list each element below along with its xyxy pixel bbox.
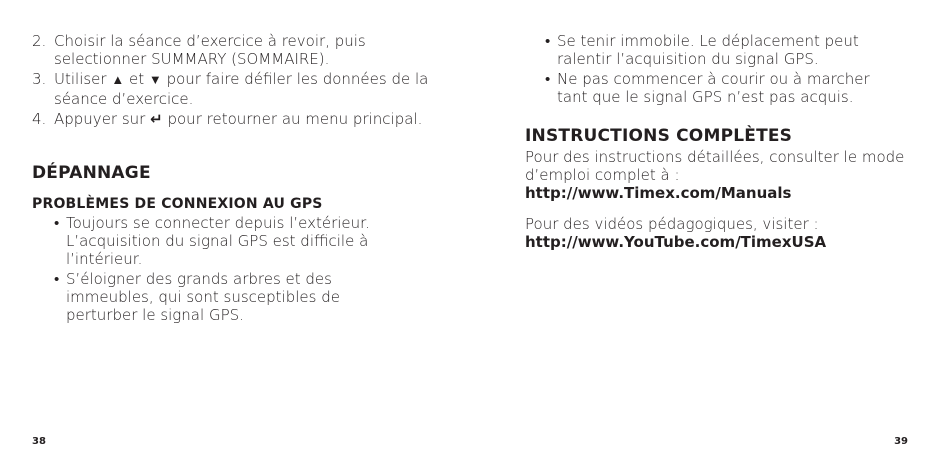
bullet-icon: • bbox=[545, 70, 551, 88]
section-title-troubleshooting: DÉPANNAGE bbox=[32, 163, 151, 183]
step-text-middle: et bbox=[129, 70, 145, 88]
back-arrow-icon: ↵ bbox=[150, 110, 163, 128]
section-title-full-instructions: INSTRUCTIONS COMPLÈTES bbox=[525, 126, 793, 146]
page-number-left: 38 bbox=[32, 436, 46, 447]
bullet-icon: • bbox=[54, 270, 60, 288]
down-arrow-icon: ▼ bbox=[148, 73, 162, 88]
step-number: 2. bbox=[32, 32, 47, 50]
step-text-before: Appuyer sur bbox=[54, 110, 146, 128]
steps-list bbox=[32, 32, 432, 130]
bullet-icon: • bbox=[545, 32, 551, 50]
list-item bbox=[545, 70, 885, 106]
step-text: Choisir la séance d’exercice à revoir, puis selectionner SUMMARY (SOMMAIRE). bbox=[54, 32, 366, 68]
list-item bbox=[54, 270, 404, 324]
step-text-after: pour retourner au menu principal. bbox=[167, 110, 423, 128]
step-4 bbox=[32, 110, 432, 128]
gps-tips-list-continued bbox=[545, 32, 885, 108]
list-item-text: Toujours se connecter depuis l’extérieur. L’acquisition du signal GPS est difficile à l’intérieur. bbox=[66, 214, 370, 268]
manual-text: Pour des instructions détaillées, consulter le mode d’emploi complet à : bbox=[525, 148, 905, 184]
right-page bbox=[475, 0, 950, 455]
gps-tips-list bbox=[54, 214, 404, 326]
video-text: Pour des vidéos pédagogiques, visiter : bbox=[525, 215, 819, 233]
up-arrow-icon: ▲ bbox=[111, 73, 125, 88]
video-link[interactable]: http://www.YouTube.com/TimexUSA bbox=[525, 233, 827, 251]
manual-link[interactable]: http://www.Timex.com/Manuals bbox=[525, 184, 792, 202]
list-item-text: S’éloigner des grands arbres et des immeubles, qui sont susceptibles de perturber le signal GPS. bbox=[66, 270, 340, 324]
subsection-title-gps: PROBLÈMES DE CONNEXION AU GPS bbox=[32, 196, 323, 212]
step-text-after: pour faire défiler les données de la séance d’exercice. bbox=[54, 70, 429, 108]
bullet-icon: • bbox=[54, 214, 60, 232]
list-item bbox=[545, 32, 885, 68]
step-number: 3. bbox=[32, 70, 47, 88]
page-number-right: 39 bbox=[894, 436, 908, 447]
step-2 bbox=[32, 32, 432, 68]
step-text-before: Utiliser bbox=[54, 70, 107, 88]
list-item-text: Se tenir immobile. Le déplacement peut ralentir l’acquisition du signal GPS. bbox=[557, 32, 859, 68]
list-item bbox=[54, 214, 404, 268]
manual-paragraph bbox=[525, 148, 920, 202]
step-3 bbox=[32, 70, 432, 108]
list-item-text: Ne pas commencer à courir ou à marcher tant que le signal GPS n’est pas acquis. bbox=[557, 70, 870, 106]
video-paragraph bbox=[525, 215, 920, 251]
step-number: 4. bbox=[32, 110, 47, 128]
